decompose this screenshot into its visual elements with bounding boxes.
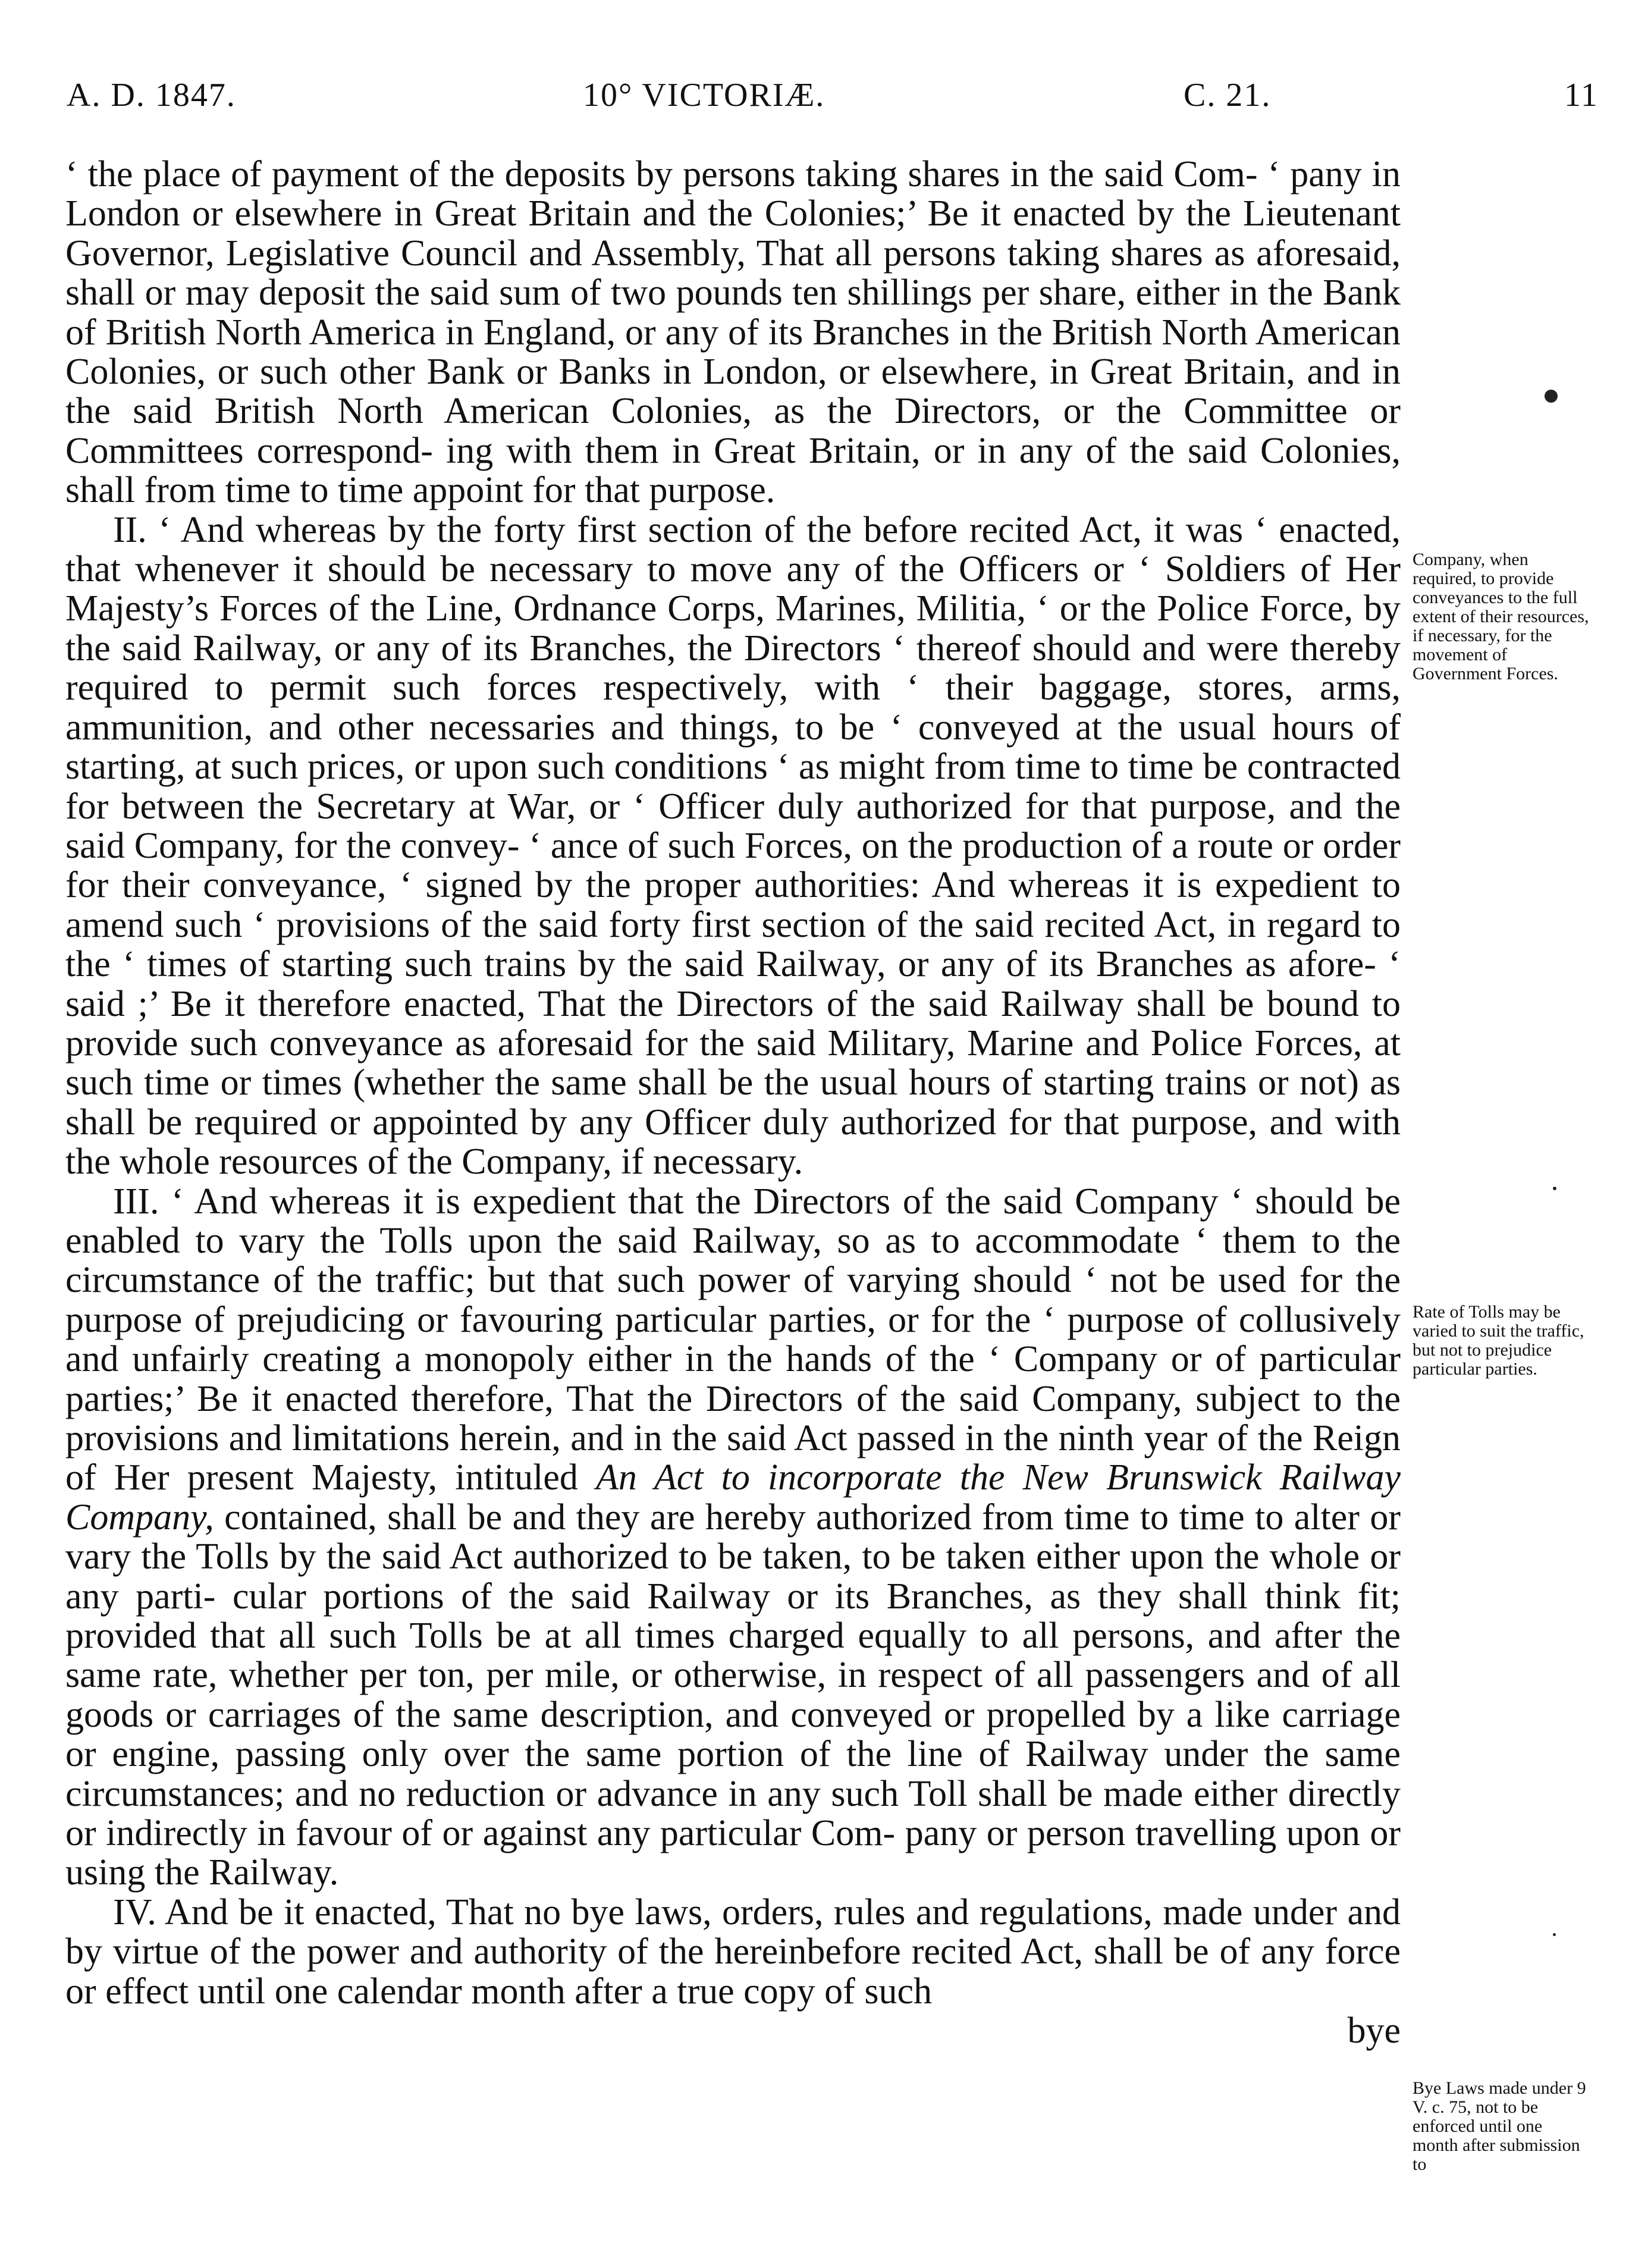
text-line: III. ‘ And whereas it is expedient that the Directors of the said Company	[113, 1181, 1219, 1222]
text-line: ‘ as might from time to time be contracted for between the Secretary at War, or	[65, 746, 1401, 827]
text-line: authorized for that purpose, and with the whole resources of the Company, if	[65, 1102, 1401, 1182]
text-line: shillings per share, either in the Bank of British North America in England, or any	[65, 272, 1401, 353]
ink-spot	[1545, 390, 1558, 403]
text-line: contained, shall be	[214, 1497, 503, 1538]
text-line: all goods or carriages of the same description, and conveyed or propelled by a like	[65, 1655, 1401, 1735]
text-line: ing with them in Great Britain, or in any of the said Colonies, shall from time to	[65, 430, 1401, 511]
text-line: taking shares as aforesaid, shall or may deposit the said sum of two pounds ten	[65, 233, 1401, 313]
text-line: cular portions of the said Railway or its Branches, as they shall think fit; provided	[65, 1576, 1401, 1657]
text-line: ‘ not be used for the purpose of prejudicing or favouring particular parties, or for the	[65, 1260, 1401, 1340]
running-head	[54, 76, 1600, 130]
body-text	[65, 155, 1401, 2051]
text-line: ‘ Officer duly authorized for that purpose, and the said Company, for the convey-	[65, 786, 1401, 866]
text-line: ‘ should be enabled to vary the Tolls upon the said Railway, so as to accommodate	[65, 1181, 1401, 1261]
text-line: of its Branches in the British North American Colonies, or such other Bank or	[65, 312, 1401, 393]
text-line: necessary.	[652, 1141, 803, 1182]
ink-spot	[1553, 1187, 1556, 1190]
text-line: ‘ their baggage, stores, arms, ammunition, and other necessaries and things, to be	[65, 667, 1401, 748]
text-line: ‘ the place of payment of the deposits by persons taking shares in the said Com-	[65, 154, 1258, 195]
text-line: rate, whether per ton, per mile, or otherwise, in respect of all passengers and of	[152, 1655, 1352, 1696]
text-line: be made either directly or indirectly in favour of or against any particular Com-	[65, 1773, 1401, 1854]
text-line: pany or person travelling upon or using the Railway.	[65, 1813, 1401, 1893]
text-line: II. ‘ And whereas by the forty first section of the before recited Act, it was	[113, 509, 1244, 550]
margin-note-military-conveyance: Company, when required, to provide conveyances to the full extent of their resources, if necessary, for the movement of Government Forces.	[1413, 550, 1589, 683]
text-line: IV. And be it enacted, That no bye laws, orders, rules and regulations, made	[113, 1891, 1243, 1933]
margin-note-bye-laws: Bye Laws made under 9 V. c. 75, not to be enforced until one month after submission to	[1413, 2078, 1586, 2174]
text-line: by the Lieutenant Governor, Legislative Council and Assembly, That all persons	[65, 193, 1401, 274]
text-line: said Act authorized to be taken, to be taken either upon the whole or any parti-	[65, 1536, 1401, 1617]
text-line: carriage or engine, passing only over the same portion of the line of Railway	[65, 1694, 1401, 1775]
text-line: under and by virtue of the power and authority of the hereinbefore recited Act,	[65, 1891, 1401, 1972]
text-line: ‘ thereof should and were thereby required to permit such forces respectively, with	[65, 628, 1401, 708]
text-line: Banks in London, or elsewhere, in Great Britain, and in the said British North	[65, 352, 1401, 432]
text-line: ‘ them to the circumstance of the traffic; but that such power of varying should	[65, 1220, 1401, 1301]
act-title-citation: An Act to incorporate the New Brunswick Railway Company,	[65, 1457, 1401, 1538]
page-number: 11	[1564, 77, 1599, 114]
ink-spot	[1553, 1933, 1556, 1936]
margin-note-tolls: Rate of Tolls may be varied to suit the traffic, but not to prejudice particular parties.	[1413, 1302, 1584, 1379]
section-ii-paragraph	[65, 510, 1401, 1182]
text-line: Police Forces, at such time or times (whether the same shall be the usual hours	[65, 1022, 1401, 1103]
header-reign: 10° VICTORIÆ.	[583, 77, 826, 114]
text-line: ‘ provisions of the said forty first section of the said recited Act, in regard to the	[65, 904, 1401, 985]
text-line: ‘ enacted, that whenever it should be necessary to move any of the Officers or	[65, 509, 1401, 590]
text-line: ‘ conveyed at the usual hours of starting, at such prices, or upon such conditions	[65, 707, 1401, 788]
text-line: ‘ or the Police Force, by the said Railway, or any of its Branches, the Directors	[65, 588, 1401, 669]
paragraph-continuation	[65, 155, 1401, 510]
text-line: said Act passed in the ninth year of the Reign of Her present Majesty, intituled	[65, 1418, 1401, 1498]
text-line: ‘ signed by the proper authorities: And whereas it is expedient to amend such	[65, 865, 1401, 945]
text-line: shall be of any force or effect until one calendar month after a true copy of such	[65, 1931, 1401, 2012]
text-line: ‘ pany in London or elsewhere in Great Britain and the Colonies;’ Be it enacted	[65, 154, 1401, 234]
section-iv-paragraph	[65, 1893, 1401, 2011]
text-line: ‘ Company or of particular parties;’ Be it enacted therefore, That the Directors	[65, 1339, 1401, 1419]
text-line: and they are hereby authorized from time to time to alter or vary the Tolls by the	[65, 1497, 1401, 1577]
text-line: ‘ ance of such Forces, on the production of a route or order for their conveyance,	[65, 825, 1401, 906]
text-line: ‘ said ;’ Be it therefore enacted, That the Directors of the said Railway shall be	[65, 944, 1401, 1024]
catchword: bye	[1347, 2010, 1401, 2051]
header-date: A. D. 1847.	[67, 77, 236, 114]
text-line: American Colonies, as the Directors, or the Committee or Committees correspond-	[65, 391, 1401, 471]
text-line: that all such Tolls be at all times charged equally to all persons, and after the same	[65, 1615, 1401, 1696]
text-line: ‘ times of starting such trains by the said Railway, or any of its Branches as afore-	[123, 944, 1376, 985]
text-line: of the said Company, subject to the provisions and limitations herein, and in the	[65, 1378, 1401, 1458]
text-line: under the same circumstances; and no reduction or advance in any such Toll shall	[65, 1734, 1401, 1814]
text-line: of starting trains or not) as shall be required or appointed by any Officer duly	[65, 1062, 1401, 1143]
header-chapter: C. 21.	[1184, 77, 1272, 114]
section-iii-paragraph	[65, 1182, 1401, 1893]
text-line: ‘ purpose of collusively and unfairly creating a monopoly either in the hands of the	[65, 1299, 1401, 1380]
text-line: ‘ Soldiers of Her Majesty’s Forces of the Line, Ordnance Corps, Marines, Militia,	[65, 549, 1401, 629]
text-line: time appoint for that purpose.	[338, 470, 776, 511]
text-line: bound to provide such conveyance as aforesaid for the said Military, Marine and	[65, 983, 1401, 1064]
